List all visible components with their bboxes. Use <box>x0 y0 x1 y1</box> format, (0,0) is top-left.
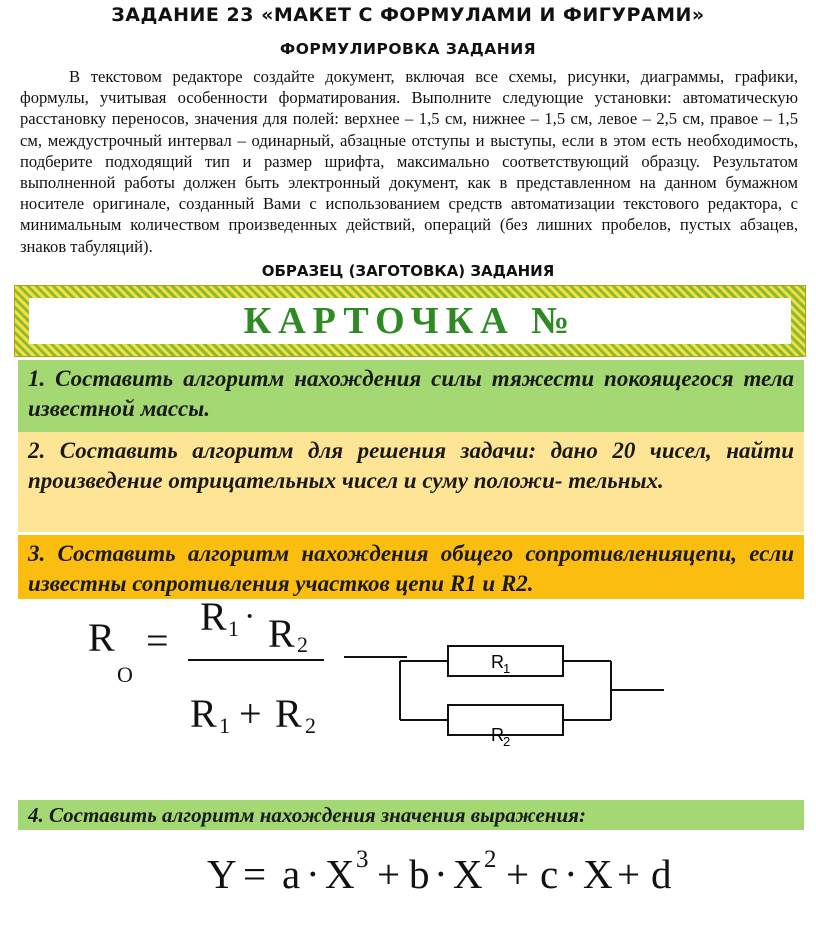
numerator-sub-1: 1 <box>228 616 239 641</box>
expr-plus-3: + <box>617 851 641 897</box>
expr-dot-2: · <box>434 851 448 897</box>
numerator-dot: · <box>244 598 256 635</box>
resistor-r1-label: R <box>491 652 504 672</box>
numerator-sub-2: 2 <box>297 632 308 657</box>
expr-exponent-3: 3 <box>356 846 369 873</box>
expr-equals: = <box>243 851 267 897</box>
task-item-3: 3. Составить алгоритм нахождения общего сопротивленияцепи, если известны сопротивления участков цепи R1 и R2. <box>18 535 804 599</box>
denominator-r-2: R <box>275 691 302 736</box>
formula-equals: = <box>146 618 169 663</box>
formula-r-subscript: O <box>117 662 133 687</box>
numerator-r: R <box>200 594 227 639</box>
expr-c: c <box>540 851 559 897</box>
formula-r-symbol: R <box>88 615 115 660</box>
expr-a: a <box>282 851 301 897</box>
expr-d: d <box>651 851 672 897</box>
expr-plus-2: + <box>506 851 530 897</box>
expr-dot-1: · <box>306 851 320 897</box>
task-item-1: 1. Составить алгоритм нахождения силы тяжести покоящегося тела известной массы. <box>18 360 804 432</box>
document-title: ЗАДАНИЕ 23 «МАКЕТ С ФОРМУЛАМИ И ФИГУРАМИ» <box>111 4 705 26</box>
expr-x-2: X <box>453 851 483 897</box>
card-title: КАРТОЧКА № <box>29 298 791 344</box>
expr-y: Y <box>207 851 237 897</box>
numerator-r-2: R <box>268 611 295 656</box>
denominator-plus: + <box>239 691 262 736</box>
expr-b: b <box>409 851 430 897</box>
expr-exponent-2: 2 <box>484 846 497 873</box>
denominator-sub-1: 1 <box>219 713 230 738</box>
expr-x-3: X <box>583 851 613 897</box>
resistor-r2-sub: 2 <box>503 734 511 749</box>
expr-x-1: X <box>325 851 355 897</box>
resistor-r2-label: R <box>491 725 504 745</box>
task-item-2: 2. Составить алгоритм для решения задачи: дано 20 чисел, найти произведение отрицательных чисел и суму положи- тельных. <box>18 432 804 532</box>
denominator-sub-2: 2 <box>305 713 316 738</box>
resistor-r2 <box>448 705 563 735</box>
expr-dot-3: · <box>564 851 578 897</box>
task-description: В текстовом редакторе создайте документ, включая все схемы, рисунки, диаграммы, графики, формулы, учитывая особенности форматирования. Выполните следующие установки: автоматическую расстановку переносов, значения для полей: верхнее – 1,5 см, нижнее – 1,5 см, левое – 2,5 см, правое – 1,5 см, междустрочный интервал – одинарный, абзацные отступы и выступы, если в этом есть необходимость, подберите подходящий тип и размер шрифта, максимально соответствующий образцу. Результатом выполненной работы должен быть электронный документ, как в представленном на данном бумажном носителе оригинале, созданный Вами с использованием средств автоматизации текстового редактора, с минимальным количеством произведенных действий, операций (без лишних пробелов, пустых абзацев, знаков табуляций). <box>20 67 798 256</box>
task-item-4: 4. Составить алгоритм нахождения значения выражения: <box>18 800 804 830</box>
denominator-r: R <box>190 691 217 736</box>
expr-plus-1: + <box>377 851 401 897</box>
sample-heading: ОБРАЗЕЦ (ЗАГОТОВКА) ЗАДАНИЯ <box>261 262 555 280</box>
section-heading: ФОРМУЛИРОВКА ЗАДАНИЯ <box>279 40 537 58</box>
resistor-r1-sub: 1 <box>503 661 511 676</box>
